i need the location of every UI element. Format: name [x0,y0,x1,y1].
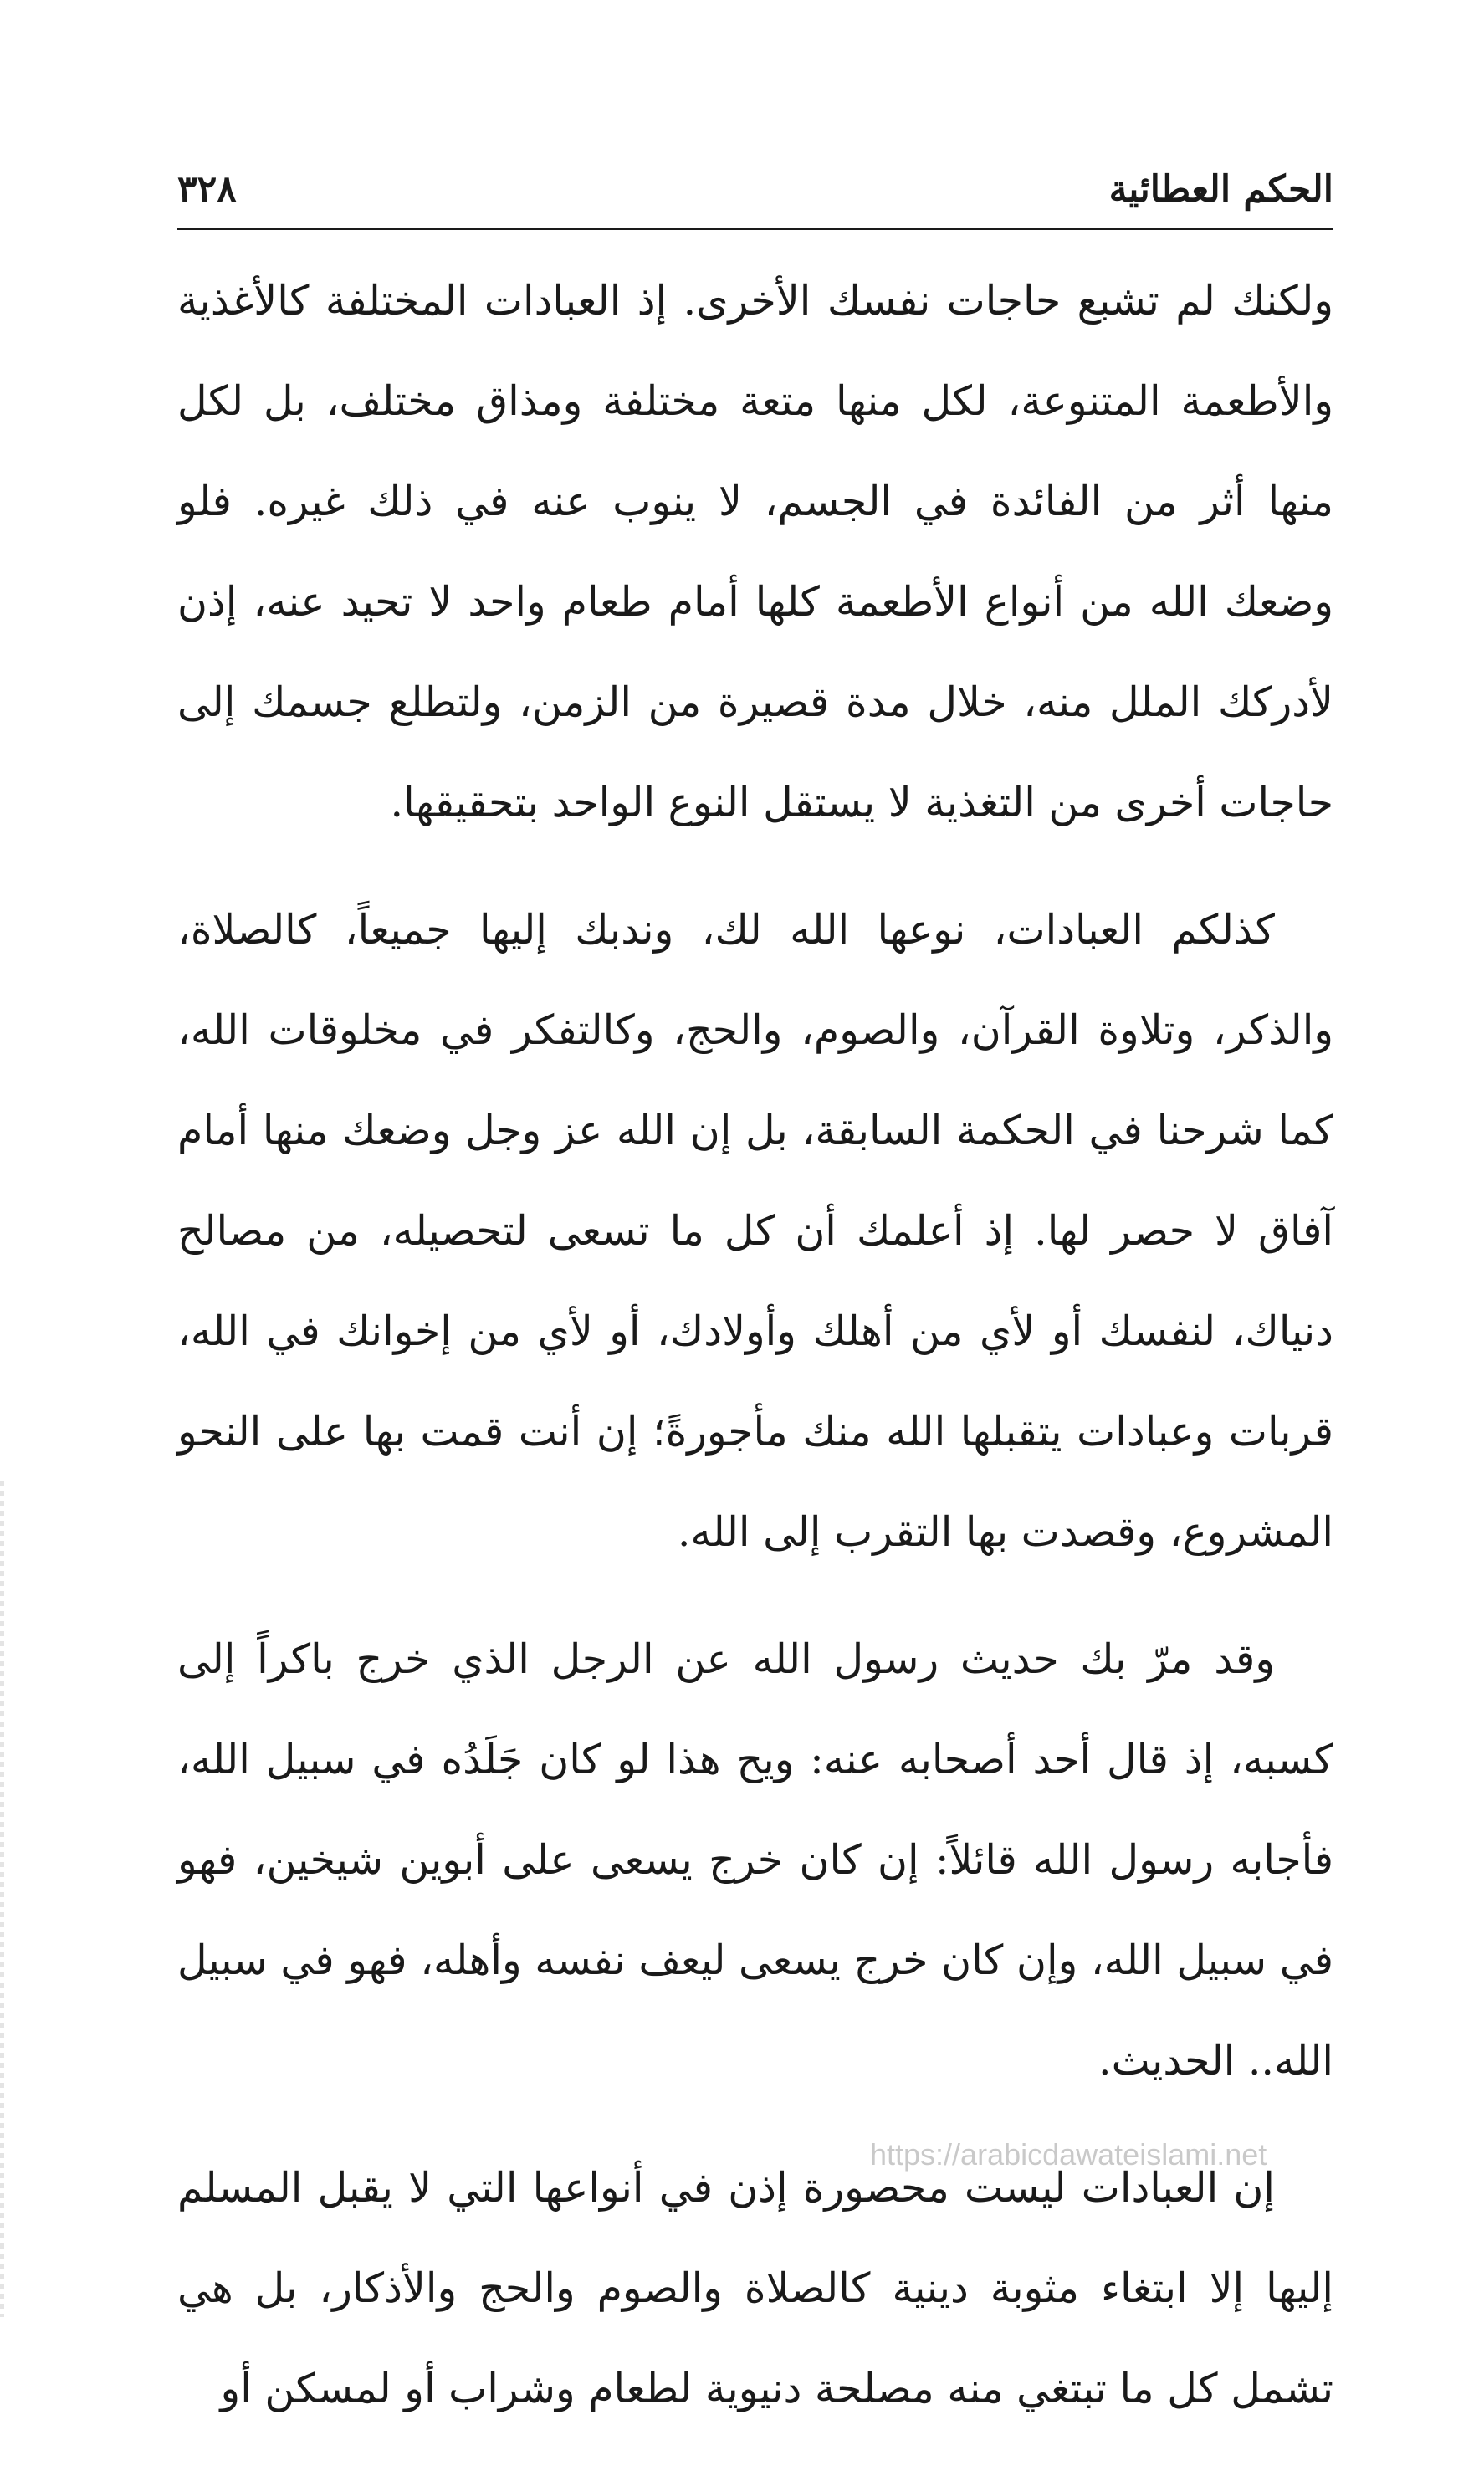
running-title: الحكم العطائية [1108,168,1333,211]
paragraph: كذلكم العبادات، نوعها الله لك، وندبك إليها جميعاً، كالصلاة، والذكر، وتلاوة القرآن، والصوم، والحج، وكالتفكر في مخلوقات الله، كما شرحنا في الحكمة السابقة، بل إن الله عز وجل وضعك منها أمام آفاق لا حصر لها. إذ أعلمك أن كل ما تسعى لتحصيله، من مصالح دنياك، لنفسك أو لأي من أهلك وأولادك، أو لأي من إخوانك في الله، قربات وعبادات يتقبلها الله منك مأجورةً؛ إن أنت قمت بها على النحو المشروع، وقصدت بها التقرب إلى الله. [177,906,1333,1556]
paragraph: وقد مرّ بك حديث رسول الله عن الرجل الذي خرج باكراً إلى كسبه، إذ قال أحد أصحابه عنه: ويح هذا لو كان جَلَدُه في سبيل الله، فأجابه رسول الله قائلاً: إن كان خرج يسعى على أبوين شيخين، فهو في سبيل الله، وإن كان خرج يسعى ليعف نفسه وأهله، فهو في سبيل الله.. الحديث. [177,1635,1333,2085]
paragraph: ولكنك لم تشبع حاجات نفسك الأخرى. إذ العبادات المختلفة كالأغذية والأطعمة المتنوعة، لكل منها متعة مختلفة ومذاق مختلف، بل لكل منها أثر من الفائدة في الجسم، لا ينوب عنه في ذلك غيره. فلو وضعك الله من أنواع الأطعمة كلها أمام طعام واحد لا تحيد عنه، إذن لأدركك الملل منه، خلال مدة قصيرة من الزمن، ولتطلع جسمك إلى حاجات أخرى من التغذية لا يستقل النوع الواحد بتحقيقها. [177,277,1333,826]
page-header [177,163,1333,222]
header-divider [177,228,1333,230]
paragraph: إن العبادات ليست محصورة إذن في أنواعها التي لا يقبل المسلم إليها إلا ابتغاء مثوبة دينية كالصلاة والصوم والحج والأذكار، بل هي تشمل كل ما تبتغي منه مصلحة دنيوية لطعام وشراب أو لمسكن أو [177,2164,1333,2412]
page-number: ٣٢٨ [177,168,237,211]
scan-edge-artifact [0,1481,4,2317]
watermark-url: https://arabicdawateislami.net [870,2137,1267,2172]
body-text [177,251,1333,2466]
